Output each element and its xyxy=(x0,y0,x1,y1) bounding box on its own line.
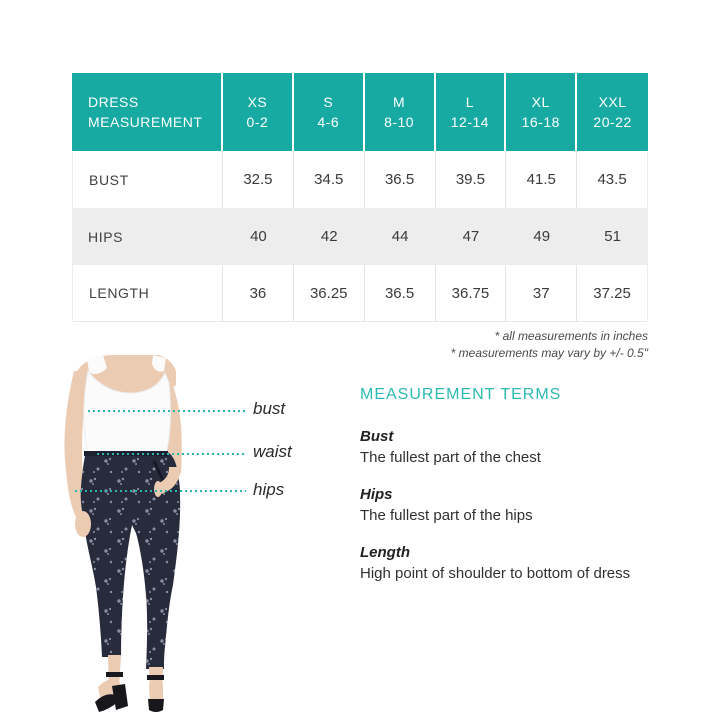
size-range: 0-2 xyxy=(246,114,269,130)
right-ankle-strap xyxy=(147,675,164,680)
term-bust xyxy=(360,428,680,467)
terms-heading: MEASUREMENT TERMS xyxy=(360,386,562,403)
row-label: HIPS xyxy=(72,208,223,265)
term-definition: High point of shoulder to bottom of dress xyxy=(360,565,631,582)
table-row-length xyxy=(72,265,648,322)
term-definition: The fullest part of the hips xyxy=(360,507,533,524)
table-header-row xyxy=(72,73,648,151)
size-name: XXL xyxy=(598,94,627,110)
header-size-xs xyxy=(223,73,294,151)
footnote-variance: * measurements may vary by +/- 0.5" xyxy=(450,346,648,360)
header-size-xxl xyxy=(577,73,648,151)
length-value-xxl: 37.25 xyxy=(577,265,648,322)
right-toe-cap xyxy=(148,699,164,712)
size-name: XL xyxy=(531,94,550,110)
length-value-xl: 37 xyxy=(506,265,577,322)
length-value-xs: 36 xyxy=(223,265,294,322)
hips-value-xl: 49 xyxy=(506,208,577,265)
bust-value-m: 36.5 xyxy=(365,151,436,208)
size-range: 8-10 xyxy=(384,114,415,130)
bust-value-xl: 41.5 xyxy=(506,151,577,208)
hips-value-xs: 40 xyxy=(223,208,294,265)
table-row-hips xyxy=(72,208,648,265)
bust-value-xs: 32.5 xyxy=(223,151,294,208)
bust-value-s: 34.5 xyxy=(294,151,365,208)
size-name: M xyxy=(392,94,406,110)
term-definition: The fullest part of the chest xyxy=(360,449,541,466)
hips-value-l: 47 xyxy=(436,208,507,265)
hips-value-m: 44 xyxy=(365,208,436,265)
thumb-in-pocket xyxy=(154,481,162,497)
header-label-line2: MEASUREMENT xyxy=(88,114,203,130)
row-label: LENGTH xyxy=(72,265,223,322)
waist-label: waist xyxy=(253,442,292,461)
term-name: Length xyxy=(360,544,410,561)
hips-label: hips xyxy=(253,480,285,499)
term-hips xyxy=(360,486,680,525)
header-size-m xyxy=(365,73,436,151)
bust-label: bust xyxy=(253,399,286,418)
header-size-xl xyxy=(506,73,577,151)
size-name: XS xyxy=(247,94,268,110)
size-range: 4-6 xyxy=(317,114,340,130)
term-length xyxy=(360,544,680,583)
bust-guide-line xyxy=(88,410,246,412)
header-size-l xyxy=(436,73,507,151)
term-name: Hips xyxy=(360,486,393,503)
size-chart-table xyxy=(72,73,648,322)
header-dress-measurement xyxy=(72,73,223,151)
length-value-s: 36.25 xyxy=(294,265,365,322)
left-ankle-strap xyxy=(106,672,123,677)
row-label: BUST xyxy=(72,151,223,208)
size-name: L xyxy=(465,94,475,110)
left-heel-block xyxy=(112,684,128,710)
hips-value-xxl: 51 xyxy=(577,208,648,265)
left-hand xyxy=(75,511,91,537)
hips-value-s: 42 xyxy=(294,208,365,265)
size-range: 12-14 xyxy=(450,114,490,130)
waist-guide-line xyxy=(97,453,246,455)
header-size-s xyxy=(294,73,365,151)
bust-value-l: 39.5 xyxy=(436,151,507,208)
hips-guide-line xyxy=(75,490,246,492)
length-value-m: 36.5 xyxy=(365,265,436,322)
measurement-terms-section xyxy=(360,386,680,602)
size-name: S xyxy=(323,94,334,110)
table-row-bust xyxy=(72,151,648,208)
length-value-l: 36.75 xyxy=(436,265,507,322)
header-label-line1: DRESS xyxy=(88,94,139,110)
term-name: Bust xyxy=(360,428,394,445)
size-range: 16-18 xyxy=(521,114,560,130)
footnote-inches: * all measurements in inches xyxy=(494,329,648,343)
size-range: 20-22 xyxy=(593,114,632,130)
bust-value-xxl: 43.5 xyxy=(577,151,648,208)
